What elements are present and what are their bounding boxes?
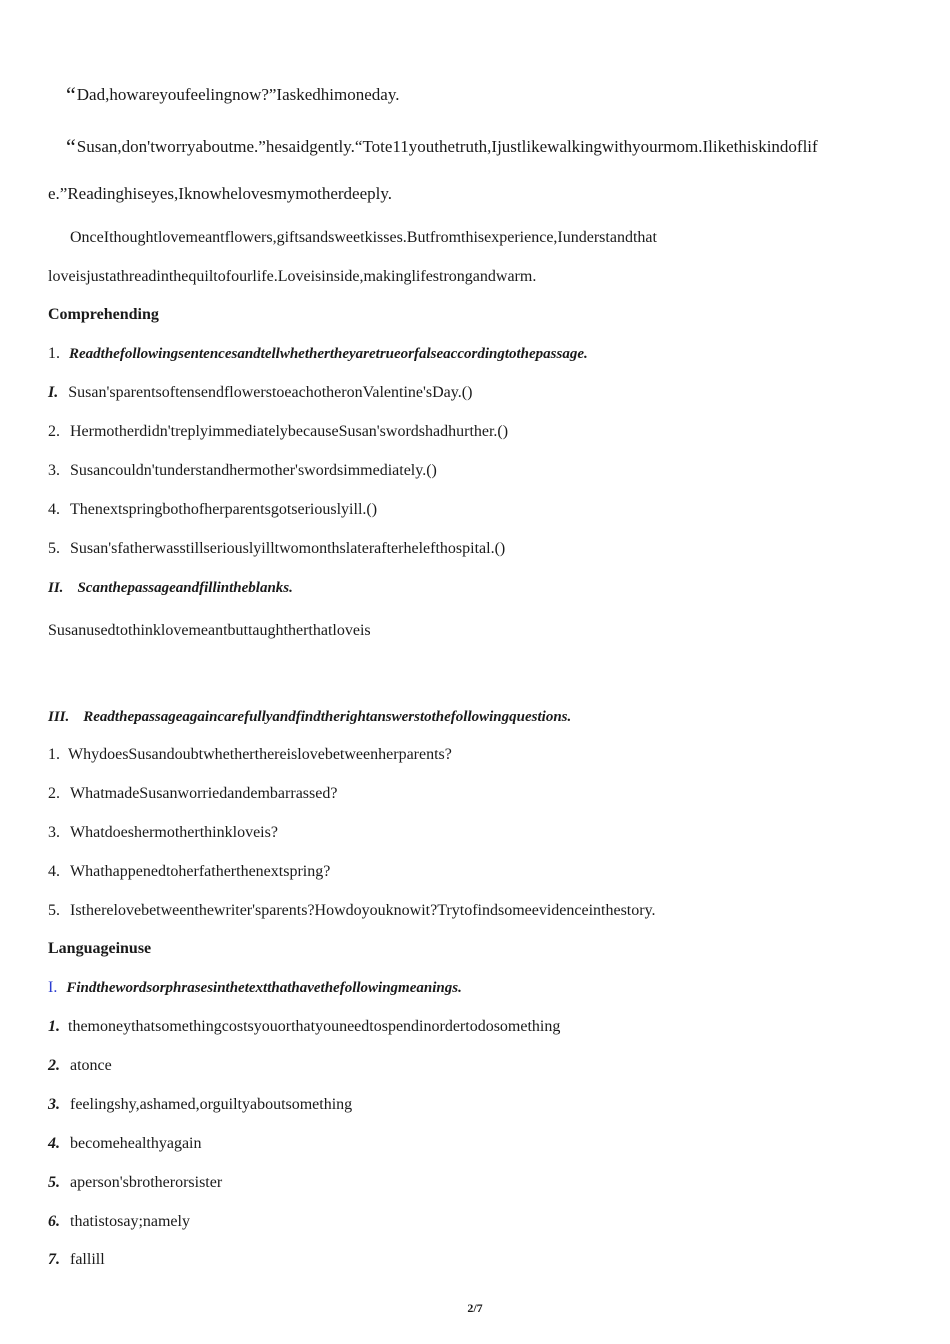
part-number: I. xyxy=(48,979,58,996)
item-text: themoneythatsomethingcostsyouorthatyouneedtospendinordertodosomething xyxy=(68,1018,561,1035)
item-text: WhydoesSusandoubtwhetherthereislovebetweenherparents? xyxy=(68,746,452,763)
item-text: fallill xyxy=(70,1251,105,1268)
language-part1-header xyxy=(48,980,462,996)
question-item xyxy=(48,903,656,919)
item-number: 5. xyxy=(48,902,60,919)
item-text: thatistosay;namely xyxy=(70,1213,190,1230)
part-instruction: Findthewordsorphrasesinthetextthathavethefollowingmeanings. xyxy=(66,980,462,996)
question-item xyxy=(48,747,452,763)
story-line-2 xyxy=(66,136,818,158)
comprehending-part3-header xyxy=(48,709,571,725)
tf-item xyxy=(48,541,505,557)
item-text: atonce xyxy=(70,1057,112,1074)
item-number: I. xyxy=(48,384,59,401)
story-line-5: loveisjustathreadinthequiltofourlife.Loveisinside,makinglifestrongandwarm. xyxy=(48,268,537,285)
item-number: 3. xyxy=(48,1096,60,1113)
tf-item xyxy=(48,463,437,479)
definition-item xyxy=(48,1097,352,1113)
item-number: 2. xyxy=(48,1057,60,1074)
part-number: III. xyxy=(48,709,70,725)
item-number: 4. xyxy=(48,501,60,518)
item-number: 2. xyxy=(48,423,60,440)
item-number: 2. xyxy=(48,785,60,802)
item-text: Istherelovebetweenthewriter'sparents?Howdoyouknowit?Trytofindsomeevidenceinthestory. xyxy=(70,902,656,919)
item-text: WhatmadeSusanworriedandembarrassed? xyxy=(70,785,338,802)
part-instruction: Scanthepassageandfillintheblanks. xyxy=(77,580,293,596)
item-text: Hermotherdidn'treplyimmediatelybecauseSusan'swordshadhurther.() xyxy=(70,423,509,440)
comprehending-part2-header xyxy=(48,580,293,596)
definition-item xyxy=(48,1214,190,1230)
open-quote: “ xyxy=(66,82,76,107)
fill-blank-sentence: Susanusedtothinklovemeantbuttaughtherthatloveis xyxy=(48,622,371,639)
language-heading: Languageinuse xyxy=(48,940,152,957)
story-line-3: e.”Readinghiseyes,Iknowhelovesmymotherdeeply. xyxy=(48,184,392,203)
item-number: 4. xyxy=(48,863,60,880)
question-item xyxy=(48,825,278,841)
item-number: 1. xyxy=(48,1018,60,1035)
item-text: feelingshy,ashamed,orguiltyaboutsomething xyxy=(70,1096,353,1113)
story-line-4: OnceIthoughtlovemeantflowers,giftsandsweetkisses.Butfromthisexperience,Iunderstandthat xyxy=(70,229,657,246)
item-number: 6. xyxy=(48,1213,60,1230)
definition-item xyxy=(48,1019,560,1035)
item-number: 3. xyxy=(48,824,60,841)
question-item xyxy=(48,864,330,880)
item-number: 3. xyxy=(48,462,60,479)
question-item xyxy=(48,786,337,802)
tf-item xyxy=(48,424,508,440)
page-number: 2/7 xyxy=(467,1301,483,1315)
item-text: Thenextspringbothofherparentsgotseriouslyill.() xyxy=(70,501,378,518)
part-number: 1. xyxy=(48,345,60,362)
comprehending-part1-header xyxy=(48,346,588,362)
tf-item xyxy=(48,385,472,401)
story-line-1-text: Dad,howareyoufeelingnow?”Iaskedhimoneday. xyxy=(76,85,400,104)
tf-item xyxy=(48,502,377,518)
item-text: Susan'sfatherwasstillseriouslyilltwomonthslaterafterhelefthospital.() xyxy=(70,540,506,557)
story-line-1 xyxy=(66,84,399,106)
definition-item xyxy=(48,1136,202,1152)
item-number: 1. xyxy=(48,746,60,763)
definition-item xyxy=(48,1058,112,1074)
item-text: Whatdoeshermotherthinkloveis? xyxy=(70,824,278,841)
item-number: 5. xyxy=(48,1174,60,1191)
comprehending-heading: Comprehending xyxy=(48,306,159,323)
item-number: 5. xyxy=(48,540,60,557)
item-text: becomehealthyagain xyxy=(70,1135,202,1152)
item-number: 4. xyxy=(48,1135,60,1152)
part-instruction: Readthefollowingsentencesandtellwhethertheyaretrueorfalseaccordingtothepassage. xyxy=(69,346,588,362)
definition-item xyxy=(48,1175,222,1191)
item-text: Susan'sparentsoftensendflowerstoeachotheronValentine'sDay.() xyxy=(68,384,473,401)
item-text: aperson'sbrotherorsister xyxy=(70,1174,223,1191)
story-line-2-text: Susan,don'tworryaboutme.”hesaidgently.“Tote11youthetruth,Ijustlikewalkingwithyourmom.Ilikethiskindoflif xyxy=(76,137,818,156)
definition-item xyxy=(48,1252,105,1268)
item-text: Susancouldn'tunderstandhermother'swordsimmediately.() xyxy=(70,462,437,479)
open-quote: “ xyxy=(66,134,76,159)
item-number: 7. xyxy=(48,1251,60,1268)
part-number: II. xyxy=(48,580,64,596)
item-text: Whathappenedtoherfatherthenextspring? xyxy=(70,863,331,880)
part-instruction: Readthepassageagaincarefullyandfindtherightanswerstothefollowingquestions. xyxy=(83,709,572,725)
